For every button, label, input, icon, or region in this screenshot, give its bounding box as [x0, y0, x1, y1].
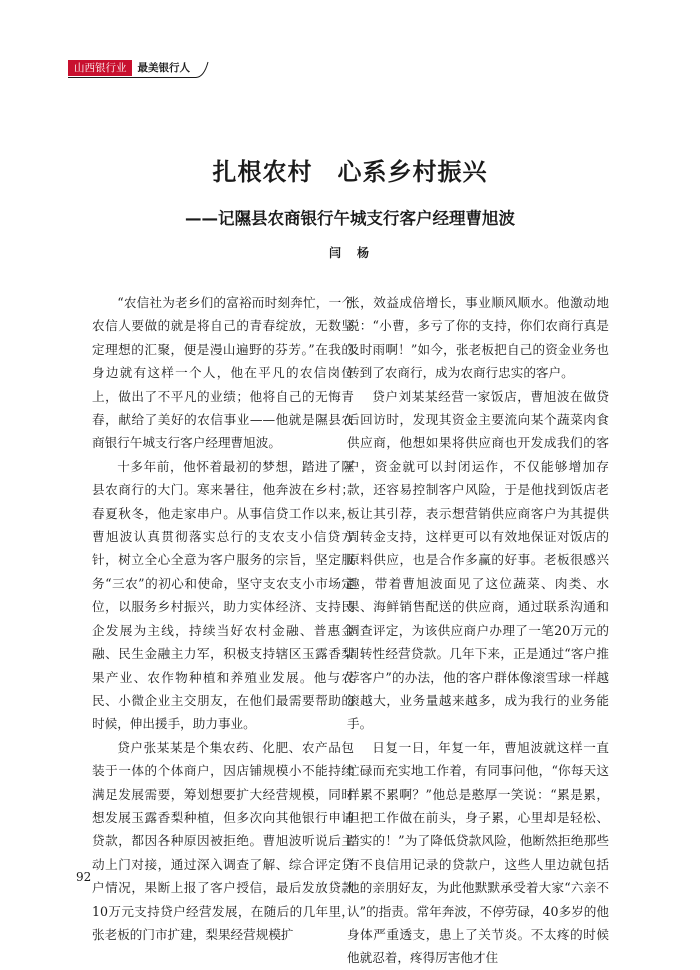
paragraph: “农信社为老乡们的富裕而时刻奔忙，一个农信人要做的就是将自己的青春绽放，无数坚定理想的汇聚，便是漫山遍野的芬芳。”在我的身边就有这样一个人，他在平凡的农信岗位上，做出了不平凡的业绩；他将自己的无悔青春，献给了美好的农信事业——他就是隰县农商银行午城支行客户经理曹旭波。	[92, 295, 354, 451]
column-tag-bank: 山西银行业	[68, 60, 132, 76]
article-author: 闫 杨	[328, 246, 371, 260]
column-tag-title: 最美银行人	[137, 62, 190, 74]
paragraph: 贷户刘某某经营一家饭店，曹旭波在做贷后回访时，发现其资金主要流向某个蔬菜肉食供应商，他想如果将供应商也开发成我们的客户，资金就可以封闭运作，不仅能够增加存款，还容易控制客户风险，于是他找到饭店老板让其引荐，表示想营销供应商客户为其提供周转金支持，这样更可以有效地保证对饭店的原料供应，也是合作多赢的好事。老板很感兴趣，带着曹旭波面见了这位蔬菜、肉类、水果、海鲜销售配送的供应商，通过联系沟通和调查评定，为该供应商户办理了一笔20万元的周转性经营贷款。几年下来，正是通过“客户推荐客户”的办法，他的客户群体像滚雪球一样越滚越大，业务量越来越多，成为我行的业务能手。	[347, 388, 609, 732]
page-number: 92	[76, 870, 92, 884]
article-subtitle: ——记隰县农商银行午城支行客户经理曹旭波	[185, 209, 515, 228]
body-column-right	[347, 291, 609, 966]
paragraph: 张，效益成倍增长，事业顺风顺水。他激动地说：“小曹，多亏了你的支持，你们农商行真是及时雨啊！”如今，张老板把自己的资金业务也转到了农商行，成为农商行忠实的客户。	[347, 295, 609, 381]
paragraph: 日复一日，年复一年，曹旭波就这样一直忙碌而充实地工作着，有同事问他，“你每天这样累不累啊？”他总是憨厚一笑说：“累是累，但把工作做在前头，身子累，心里却是轻松、踏实的！”为了降低贷款风险，他断然拒绝那些有不良信用记录的贷款户，这些人里边就包括他的亲朋好友，为此他默默承受着大家“六亲不认”的指责。常年奔波，不停劳碌，40多岁的他身体严重透支，患上了关节炎。不太疼的时候他就忍着，疼得厉害他才住	[347, 739, 609, 966]
paragraph: 贷户张某某是个集农药、化肥、农产品包装于一体的个体商户，因店铺规模小不能持续满足发展需要，筹划想要扩大经营规模，同时想发展玉露香梨种植，但多次向其他银行申请贷款，都因各种原因被拒绝。曹旭波听说后主动上门对接，通过深入调查了解、综合评定贷户情况，果断上报了客户授信，最后发放贷款10万元支持贷户经营发展，在随后的几年里，张老板的门市扩建，梨果经营规模扩	[92, 739, 354, 942]
paragraph: 十多年前，他怀着最初的梦想，踏进了隰县农商行的大门。寒来暑往，他奔波在乡村；春夏秋冬，他走家串户。从事信贷工作以来，曹旭波认真贯彻落实总行的支农支小信贷方针，树立全心全意为客户服务的宗旨，坚定服务“三农”的初心和使命，坚守支农支小市场定位，以服务乡村振兴，助力实体经济、支持民企发展为主线，持续当好农村金融、普惠金融、民生金融主力军，积极支持辖区玉露香梨果产业、农作物种植和养殖业发展。他与农民、小微企业主交朋友，在他们最需要帮助的时候，伸出援手，助力事业。	[92, 458, 354, 732]
column-tag	[68, 60, 200, 76]
article-title: 扎根农村 心系乡村振兴	[212, 158, 488, 186]
body-column-left	[92, 291, 354, 942]
